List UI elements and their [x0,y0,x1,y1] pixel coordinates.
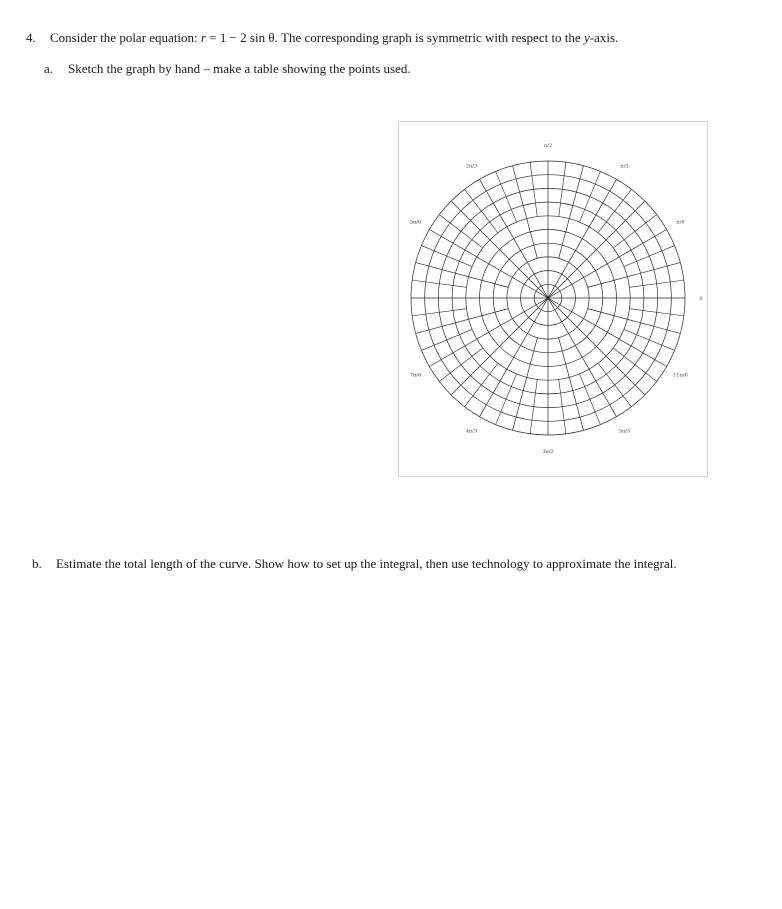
grid-origin [547,297,550,300]
grid-spoke [429,230,548,299]
equation-expression: = 1 − 2 sin θ [205,30,275,45]
part-a [44,61,411,77]
grid-spoke [480,179,549,298]
grid-fine-spoke [624,246,675,267]
part-b-text: Estimate the total length of the curve. Show how to set up the integral, then use technology to approximate the integral. [56,556,677,571]
grid-spoke [513,338,538,431]
equation-variable: r [200,30,206,45]
part-a-text: Sketch the graph by hand – make a table showing the points used. [68,61,411,76]
grid-spoke [548,298,617,417]
grid-spoke [429,298,548,367]
grid-spoke [513,166,538,259]
grid-fine-spoke [624,329,675,350]
angle-label: 2π/3 [465,163,478,170]
grid-spoke [559,338,584,431]
angle-label: 5π/3 [618,428,631,435]
grid-fine-spoke [439,215,482,248]
question-text-after: . The corresponding graph is symmetric with respect to the [274,30,584,45]
grid-spoke [451,201,548,298]
angle-label: π/3 [620,163,629,170]
polar-grid-figure [398,121,708,477]
grid-spoke [548,298,645,395]
grid-spoke [548,201,645,298]
grid-fine-spoke [613,348,656,381]
grid-spoke [588,263,681,288]
part-b [32,556,677,572]
grid-fine-spoke [465,189,498,232]
question-text-end: -axis. [589,30,619,45]
symmetry-axis: y [583,30,590,45]
grid-spoke [416,309,509,334]
angle-label: 3π/2 [542,449,554,455]
grid-fine-spoke [613,215,656,248]
grid-fine-spoke [579,374,600,425]
grid-fine-spoke [496,374,517,425]
grid-spoke [451,298,548,395]
grid-spoke [559,166,584,259]
angle-label: π/6 [676,219,685,226]
grid-fine-spoke [439,348,482,381]
grid-fine-spoke [496,171,517,222]
grid-spoke [548,230,667,299]
angle-label: 11π/6 [673,372,688,379]
grid-fine-spoke [421,329,472,350]
angle-label: π/2 [543,143,553,149]
angle-label: 4π/3 [465,428,478,435]
angle-label: 7π/6 [409,372,422,379]
question-number: 4. [26,30,36,45]
grid-spoke [416,263,509,288]
grid-fine-spoke [421,246,472,267]
question-text-before: Consider the polar equation: [50,30,201,45]
grid-spoke [588,309,681,334]
grid-fine-spoke [579,171,600,222]
part-a-letter: a. [44,61,54,76]
polar-grid-svg [399,122,707,476]
grid-spoke [480,298,549,417]
grid-fine-spoke [598,363,631,406]
angle-label: 0 [699,296,703,302]
part-b-letter: b. [32,556,42,571]
grid-fine-spoke [598,189,631,232]
angle-label: 5π/6 [409,219,422,226]
grid-spoke [548,179,617,298]
grid-spoke [548,298,667,367]
question-statement [26,30,618,46]
grid-fine-spoke [465,363,498,406]
